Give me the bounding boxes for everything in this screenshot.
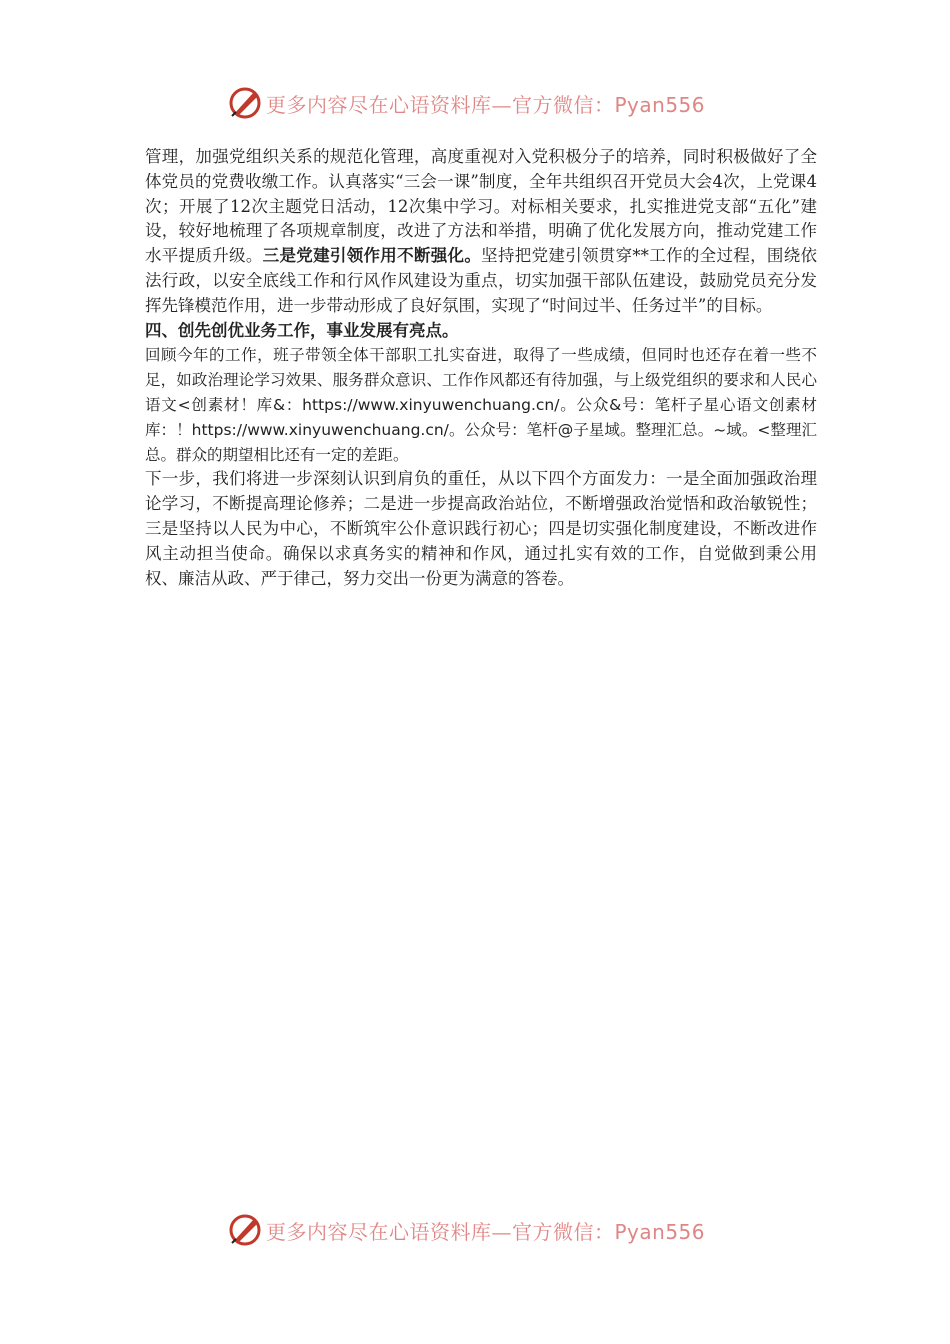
document-body [145, 145, 817, 591]
wechat-id: Pyan556 [614, 92, 706, 117]
header-banner [228, 86, 728, 120]
section-heading-four: 四、创先创优业务工作，事业发展有亮点。 [145, 320, 459, 340]
quill-logo-icon [228, 86, 262, 120]
paragraph-party-building: 管理，加强党组织关系的规范化管理，高度重视对入党积极分子的培养，同时积极做好了全体党员的党费收缴工作。认真落实“三会一课”制度，全年共组织召开党员大会4次，上党课4次；开展了12次主题党日活动，12次集中学习。对标相关要求，扎实推进党支部“五化”建设，较好地梳理了各项规章制度，改进了方法和举措，明确了优化发展方向，推动党建工作水平提质升级。三是党建引领作用不断强化。坚持把党建引领贯穿**工作的全过程，围绕依法行政，以安全底线工作和行风作风建设为重点，切实加强干部队伍建设，鼓励党员充分发挥先锋模范作用，进一步带动形成了良好氛围，实现了“时间过半、任务过半”的目标。 [145, 147, 818, 315]
banner-text: 更多内容尽在心语资料库—官方微信：Pyan556 [266, 1219, 706, 1244]
wechat-id: Pyan556 [614, 1219, 706, 1244]
bold-lead-three: 三是党建引领作用不断强化。 [262, 246, 482, 266]
banner-text: 更多内容尽在心语资料库—官方微信：Pyan556 [266, 92, 706, 117]
paragraph-next-steps: 下一步，我们将进一步深刻认识到肩负的重任，从以下四个方面发力：一是全面加强政治理论学习，不断提高理论修养；二是进一步提高政治站位，不断增强政治觉悟和政治敏锐性；三是坚持以人民为中心，不断筑牢公仆意识践行初心；四是切实强化制度建设，不断改进作风主动担当使命。确保以求真务实的精神和作风，通过扎实有效的工作，自觉做到秉公用权、廉洁从政、严于律己，努力交出一份更为满意的答卷。 [145, 469, 817, 588]
footer-banner [228, 1213, 728, 1247]
paragraph-review: 回顾今年的工作，班子带领全体干部职工扎实奋进，取得了一些成绩，但同时也还存在着一些不足，如政治理论学习效果、服务群众意识、工作作风都还有待加强，与上级党组织的要求和人民心语文<创素材！库&：https://www.xinyuwenchuang.cn/。公众&号：笔杆子星心语文创素材库：！https://www.xinyuwenchuang.cn/。公众号：笔杆@子星域。整理汇总。~域。<整理汇总。群众的期望相比还有一定的差距。 [145, 346, 817, 464]
quill-logo-icon [228, 1213, 262, 1247]
